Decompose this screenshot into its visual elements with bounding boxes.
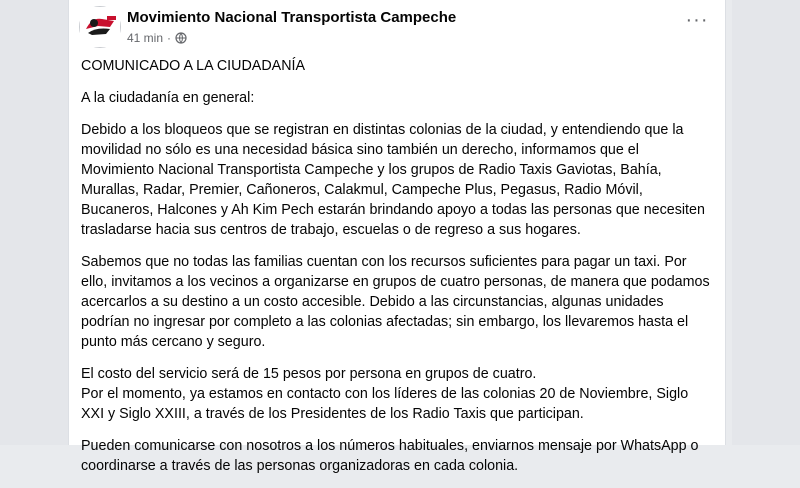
- right-margin: [732, 0, 800, 445]
- post-paragraph-4: Pueden comunicarse con nosotros a los números habituales, enviarnos mensaje por WhatsApp o coordinarse a través de las personas organizadoras en cada colonia.: [81, 438, 699, 474]
- mnt-logo-icon: [80, 7, 120, 47]
- post-timestamp[interactable]: 41 min: [127, 31, 164, 45]
- post-paragraph-2: Sabemos que no todas las familias cuentan con los recursos suficientes para pagar un taxi. Por ello, invitamos a los vecinos a organizarse en grupos de cuatro personas, de manera que podamos acercarlos a su destino a un costo accesible. Debido a las circunstancias, algunas unidades podrían no ingresar por completo a las colonias afectadas; sin embargo, los llevaremos hasta el punto más cercano y seguro.: [81, 254, 710, 350]
- post-paragraph-3a: El costo del servicio será de 15 pesos por persona en grupos de cuatro.: [81, 366, 537, 382]
- left-margin: [0, 0, 68, 445]
- page-avatar[interactable]: [79, 6, 121, 48]
- post-greeting: A la ciudadanía en general:: [81, 90, 255, 106]
- globe-icon: [175, 32, 187, 44]
- post-paragraph-3b: Por el momento, ya estamos en contacto con los líderes de las colonias 20 de Noviembre, Siglo XXI y Siglo XXIII, a través de los Presidentes de los Radio Taxis que participan.: [81, 386, 689, 422]
- post-header: [79, 6, 715, 50]
- post-meta: [127, 31, 187, 45]
- post-paragraph-1: Debido a los bloqueos que se registran en distintas colonias de la ciudad, y entendiendo que la movilidad no sólo es una necesidad básica sino también un derecho, informamos que el Movimiento Nacional Transportista Campeche y los grupos de Radio Taxis Gaviotas, Bahía, Murallas, Radar, Premier, Cañoneros, Calakmul, Campeche Plus, Pegasus, Radio Móvil, Bucaneros, Halcones y Ah Kim Pech estarán brindando apoyo a todas las personas que necesiten trasladarse hacia sus centros de trabajo, escuelas o de regreso a sus hogares.: [81, 122, 705, 238]
- post-title: COMUNICADO A LA CIUDADANÍA: [81, 58, 306, 74]
- post-body: [81, 56, 713, 488]
- meta-separator: ·: [167, 31, 172, 45]
- page-name-link[interactable]: Movimiento Nacional Transportista Campeche: [127, 9, 457, 26]
- more-options-icon[interactable]: ···: [685, 9, 709, 31]
- post-card: [68, 0, 726, 474]
